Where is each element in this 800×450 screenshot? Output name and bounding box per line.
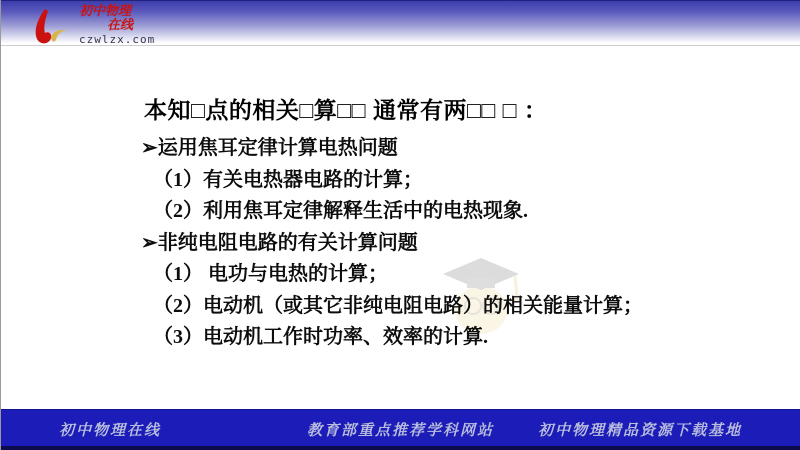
sub-item-line: （1）有关电热器电路的计算； — [153, 168, 423, 191]
site-logo — [31, 3, 191, 47]
slide-title: 本知□点的相关□算□□ 通常有两□□ □ ： — [144, 97, 548, 123]
sub-item-line: （1） 电功与电热的计算； — [153, 263, 388, 285]
sub-item-line: （2）电动机（或其它非纯电阻电路）的相关能量计算； — [153, 294, 643, 317]
logo-domain-text: czwlzx.com — [79, 33, 156, 46]
footer-right-text: 初中物理精品资源下载基地 — [537, 423, 742, 439]
logo-brand-line1: 初中物理 — [79, 4, 132, 19]
sub-item-line: （3）电动机工作时功率、效率的计算. — [153, 326, 488, 348]
sub-item-line: （2）利用焦耳定律解释生活中的电热现象. — [153, 200, 528, 222]
slide-body — [141, 133, 701, 354]
footer-center-text: 教育部重点推荐学科网站 — [306, 423, 495, 439]
logo-swoosh-icon — [31, 7, 77, 47]
bullet-line: ➢运用焦耳定律计算电热问题 — [141, 137, 398, 159]
logo-brand-text — [79, 5, 133, 33]
footer-left-text: 初中物理在线 — [59, 423, 162, 439]
bullet-line: ➢非纯电阻电路的有关计算问题 — [141, 231, 418, 254]
footer-bottom-edge — [1, 446, 800, 450]
footer-banner — [1, 409, 800, 446]
logo-brand-line2: 在线 — [107, 18, 134, 33]
header-banner — [1, 0, 800, 46]
